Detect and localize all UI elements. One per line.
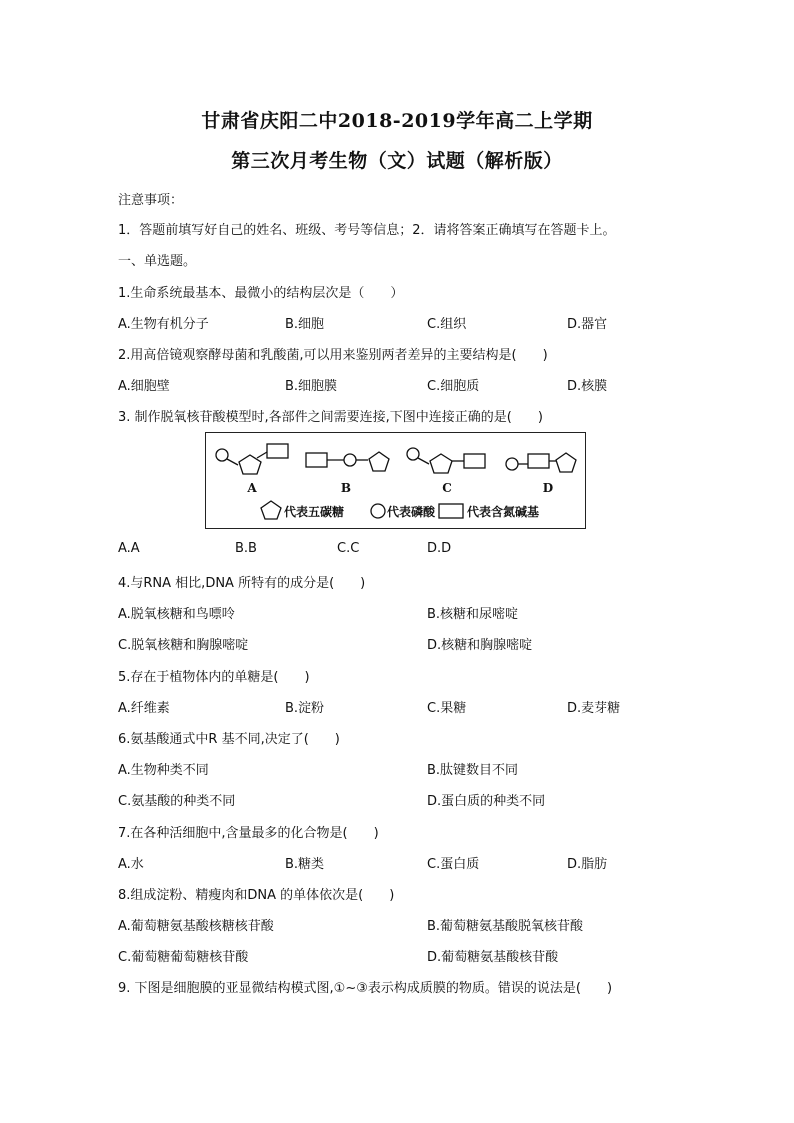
question-9-stem: 9. 下图是细胞膜的亚显微结构模式图,①~③表示构成质膜的物质。错误的说法是( ) (118, 981, 613, 996)
question-5-stem: 5.存在于植物体内的单糖是( ) (118, 670, 310, 685)
bond-a-2 (257, 452, 267, 458)
section-heading: 一、单选题。 (118, 254, 197, 269)
question-6-option-d[interactable]: D.蛋白质的种类不同 (427, 794, 546, 809)
question-8-option-a[interactable]: A.葡萄糖氨基酸核糖核苷酸 (118, 919, 274, 934)
phosphate-icon-c (407, 448, 419, 460)
question-7-option-d[interactable]: D.脂肪 (567, 857, 608, 872)
question-3-stem: 3. 制作脱氧核苷酸模型时,各部件之间需要连接,下图中连接正确的是( ) (118, 410, 543, 425)
base-icon-c (464, 454, 485, 468)
question-4-stem: 4.与RNA 相比,DNA 所特有的成分是( ) (118, 576, 366, 591)
legend-rect-icon (439, 504, 463, 518)
figure-label-b: B (340, 481, 352, 495)
question-5-option-c[interactable]: C.果糖 (427, 701, 467, 716)
question-8-stem: 8.组成淀粉、精瘦肉和DNA 的单体依次是( ) (118, 888, 395, 903)
question-4-option-c[interactable]: C.脱氧核糖和胸腺嘧啶 (118, 638, 249, 653)
legend-pentagon-icon (261, 501, 281, 519)
pentose-icon-c (430, 454, 452, 473)
base-icon-a (267, 444, 288, 458)
question-2-option-b[interactable]: B.细胞膜 (285, 379, 338, 394)
legend-phosphate-text: 代表磷酸 (387, 505, 436, 519)
document-title-line1: 甘肃省庆阳二中2018-2019学年高二上学期 (201, 110, 593, 132)
question-8-option-c[interactable]: C.葡萄糖葡萄糖核苷酸 (118, 950, 249, 965)
question-3-option-b[interactable]: B.B (235, 541, 257, 556)
base-icon-d (528, 454, 549, 468)
document-title-line2: 第三次月考生物（文）试题（解析版） (231, 150, 563, 172)
phosphate-icon-a (216, 449, 228, 461)
question-4-option-a[interactable]: A.脱氧核糖和鸟嘌呤 (118, 607, 235, 622)
question-1-stem: 1.生命系统最基本、最微小的结构层次是（ ） (118, 286, 404, 301)
question-2-option-c[interactable]: C.细胞质 (427, 379, 480, 394)
notes-item: 1．答题前填写好自己的姓名、班级、考号等信息；2．请将答案正确填写在答题卡上。 (118, 223, 616, 238)
legend-base-text: 代表含氮碱基 (467, 505, 540, 519)
question-6-option-b[interactable]: B.肽键数目不同 (427, 763, 519, 778)
figure-label-a: A (247, 481, 257, 495)
question-3-option-d[interactable]: D.D (427, 541, 452, 556)
question-1-option-b[interactable]: B.细胞 (285, 317, 325, 332)
question-7-stem: 7.在各种活细胞中,含量最多的化合物是( ) (118, 826, 379, 841)
question-2-option-d[interactable]: D.核膜 (567, 379, 608, 394)
question-5-option-a[interactable]: A.纤维素 (118, 701, 170, 716)
nucleotide-diagram (206, 433, 584, 527)
question-6-option-a[interactable]: A.生物种类不同 (118, 763, 209, 778)
question-3-option-a[interactable]: A.A (118, 541, 140, 556)
question-2-option-a[interactable]: A.细胞壁 (118, 379, 170, 394)
pentose-icon-d (556, 453, 576, 472)
question-7-option-b[interactable]: B.糖类 (285, 857, 325, 872)
question-1-option-a[interactable]: A.生物有机分子 (118, 317, 209, 332)
question-4-option-d[interactable]: D.核糖和胸腺嘧啶 (427, 638, 533, 653)
question-1-option-d[interactable]: D.器官 (567, 317, 608, 332)
question-7-option-a[interactable]: A.水 (118, 857, 144, 872)
question-8-option-b[interactable]: B.葡萄糖氨基酸脱氧核苷酸 (427, 919, 584, 934)
question-7-option-c[interactable]: C.蛋白质 (427, 857, 480, 872)
legend-circle-icon (371, 504, 385, 518)
question-1-option-c[interactable]: C.组织 (427, 317, 467, 332)
question-2-stem: 2.用高倍镜观察酵母菌和乳酸菌,可以用来鉴别两者差异的主要结构是( ) (118, 348, 548, 363)
nucleotide-model-figure (205, 432, 586, 529)
figure-label-c: C (442, 481, 452, 495)
figure-label-d: D (542, 481, 554, 495)
question-6-option-c[interactable]: C.氨基酸的种类不同 (118, 794, 236, 809)
phosphate-icon-b (344, 454, 356, 466)
question-8-option-d[interactable]: D.葡萄糖氨基酸核苷酸 (427, 950, 559, 965)
pentose-icon-b (369, 452, 389, 471)
question-4-option-b[interactable]: B.核糖和尿嘧啶 (427, 607, 519, 622)
question-3-option-c[interactable]: C.C (337, 541, 360, 556)
phosphate-icon-d (506, 458, 518, 470)
question-5-option-d[interactable]: D.麦芽糖 (567, 701, 621, 716)
bond-c-1 (418, 458, 429, 464)
bond-a-1 (227, 459, 238, 465)
question-6-stem: 6.氨基酸通式中R 基不同,决定了( ) (118, 732, 340, 747)
legend-pentose-text: 代表五碳糖 (284, 505, 345, 519)
question-5-option-b[interactable]: B.淀粉 (285, 701, 325, 716)
base-icon-b (306, 453, 327, 467)
notes-heading: 注意事项： (118, 193, 184, 208)
